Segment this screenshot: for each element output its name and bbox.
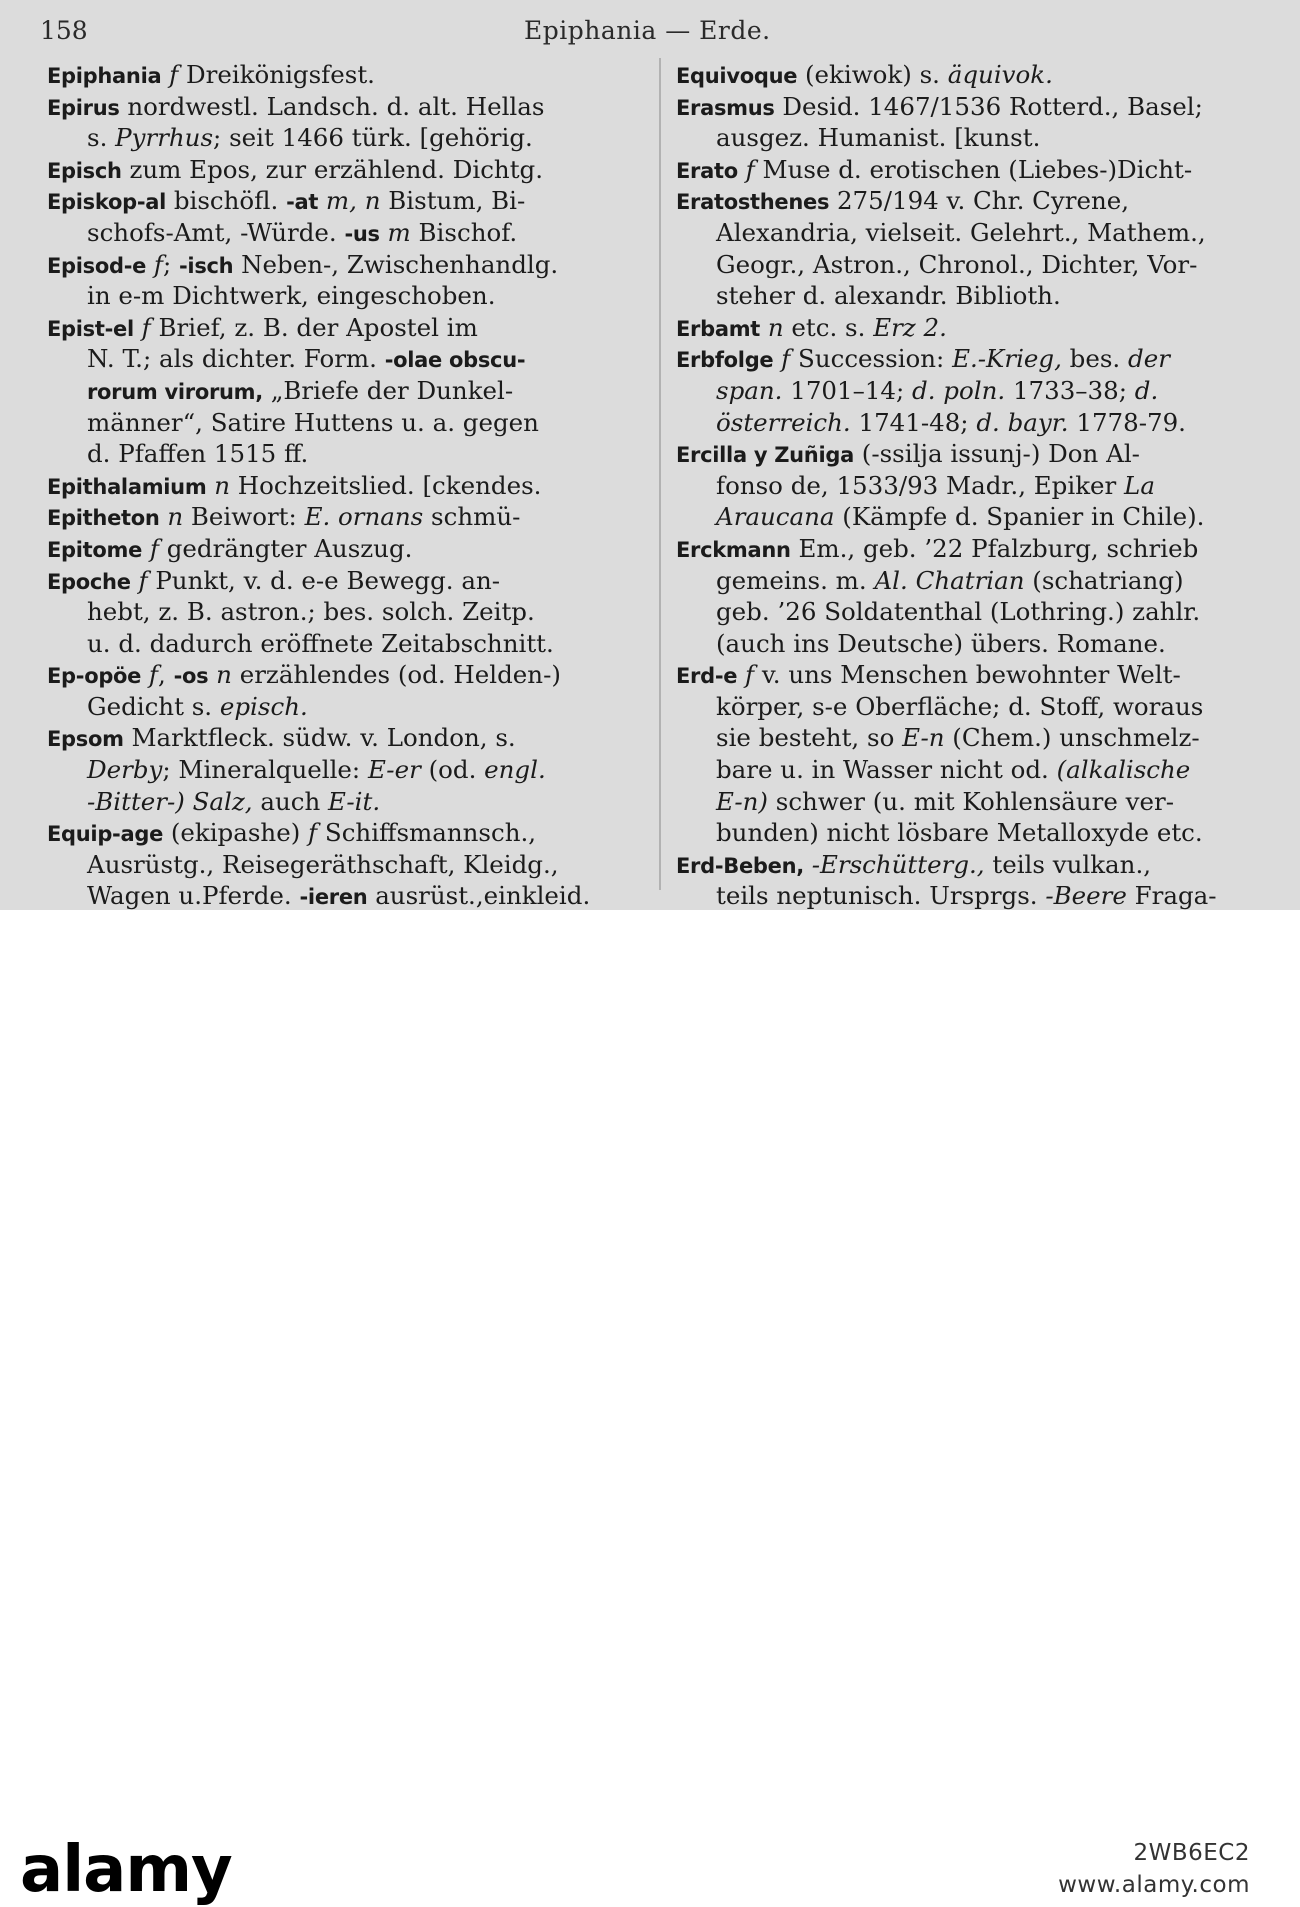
entry-continuation-line (676, 628, 1281, 660)
headword: rorum virorum, (87, 379, 263, 404)
entry-continuation-line (47, 880, 647, 910)
entry-text: Ausrüstg., Reisegeräthschaft, Kleidg., (87, 849, 559, 879)
entry-text: schwer (u. mit Kohlensäure ver- (767, 786, 1174, 816)
entry-text: teils neptunisch. Ursprgs. (716, 881, 1046, 910)
entry-text: schmü- (423, 502, 521, 532)
entry-first-line (676, 312, 1281, 344)
entry-text: ausrüst.,einkleid. (367, 881, 591, 910)
entry-text: auch (252, 786, 329, 816)
headword: Epoche (47, 569, 131, 594)
entry-text (738, 155, 746, 184)
headword: Erasmus (676, 95, 775, 120)
italic-text: österreich. (716, 407, 851, 437)
dictionary-entry (676, 659, 1281, 849)
italic-text: Araucana (716, 502, 835, 532)
entry-first-line (47, 659, 647, 691)
entry-text: gedrängter Auszug. (158, 533, 413, 563)
italic-text: E-it. (328, 786, 381, 816)
entry-text: v. uns Menschen bewohnter Welt- (754, 660, 1181, 690)
headword: Epist-el (47, 316, 134, 341)
entry-text: Wagen u.Pferde. (87, 881, 300, 910)
entry-first-line (676, 849, 1281, 881)
italic-text: n (767, 312, 784, 342)
entry-text: Marktfleck. südw. v. London, s. (123, 723, 516, 753)
entry-continuation-line (676, 596, 1281, 628)
entry-text: u. d. dadurch eröffnete Zeitabschnitt. (87, 628, 554, 658)
entry-text: nordwestl. Landsch. d. alt. Hellas (119, 91, 545, 121)
dictionary-entry (47, 154, 647, 186)
italic-text: f (138, 565, 148, 595)
entry-text: geb. ’26 Soldatenthal (Lothring.) zahlr. (716, 597, 1201, 627)
entry-continuation-line (47, 628, 647, 660)
entry-text: Schiffsmannsch., (317, 818, 537, 848)
entry-text: 1778-79. (1068, 407, 1186, 437)
entry-text: Alexandria, vielseit. Gelehrt., Mathem., (716, 217, 1206, 247)
italic-text: f (153, 249, 163, 279)
entry-first-line (47, 185, 647, 217)
entry-continuation-line (676, 501, 1281, 533)
column-divider (659, 58, 661, 890)
headword: Epitome (47, 537, 143, 562)
entry-text (146, 250, 154, 279)
headword: Erato (676, 158, 738, 183)
entry-text: Gedicht s. (87, 691, 220, 721)
italic-text: Erz 2. (873, 312, 947, 342)
left-column (47, 59, 647, 910)
headword: Episch (47, 158, 122, 183)
entry-text: Bistum, Bi- (380, 186, 526, 216)
entry-first-line (47, 312, 647, 344)
entry-text: ; Mineralquelle: (162, 755, 368, 785)
entry-text: ; (162, 249, 180, 279)
dictionary-entry (47, 185, 647, 248)
entry-continuation-line (676, 691, 1281, 723)
entry-text: Brief, z. B. der Apostel im (150, 312, 478, 342)
entry-first-line (676, 438, 1281, 470)
italic-text: f (781, 344, 791, 374)
entry-text (208, 660, 216, 689)
entry-first-line (47, 501, 647, 533)
entry-text (318, 186, 326, 215)
entry-text: (ekipashe) (163, 818, 309, 848)
entry-text (760, 313, 768, 342)
entry-text: teils vulkan., (984, 849, 1152, 879)
italic-text: E.-Krieg, (952, 344, 1062, 374)
entry-text (804, 850, 812, 879)
running-head: Epiphania — Erde. (524, 16, 771, 45)
entry-text: gemeins. m. (716, 565, 875, 595)
italic-text: span. (716, 375, 783, 405)
entry-text: Neben-, Zwischenhandlg. (233, 249, 559, 279)
italic-text: Pyrrhus (115, 123, 214, 153)
dictionary-entry (47, 659, 647, 722)
dictionary-entry (47, 565, 647, 660)
italic-text: f (745, 154, 755, 184)
headword: -ieren (299, 885, 368, 910)
entry-text: fonso de, 1533/93 Madr., Epiker (716, 470, 1125, 500)
italic-text: (alkalische (1056, 755, 1191, 785)
footer-bar (0, 910, 1300, 1907)
headword: Erbfolge (676, 348, 774, 373)
entry-text: körper, s-e Oberfläche; d. Stoff, woraus (716, 691, 1204, 721)
dictionary-page (0, 0, 1300, 910)
headword: -at (286, 190, 319, 215)
italic-text: E-er (367, 755, 421, 785)
entry-text: schofs-Amt, -Würde. (87, 217, 345, 247)
entry-continuation-line (676, 565, 1281, 597)
entry-first-line (47, 249, 647, 281)
italic-text: f (308, 818, 318, 848)
italic-text: f (169, 60, 179, 89)
entry-first-line (676, 533, 1281, 565)
entry-text: in e-m Dichtwerk, eingeschoben. (87, 281, 496, 311)
italic-text: f (745, 660, 755, 690)
entry-first-line (47, 722, 647, 754)
entry-text: Dreikönigsfest. (178, 60, 375, 89)
headword: Eratosthenes (676, 190, 830, 215)
entry-first-line (676, 185, 1281, 217)
dictionary-entry (47, 59, 647, 91)
headword: Epsom (47, 727, 124, 752)
entry-text: bes. (1061, 344, 1129, 374)
italic-text: d. (1134, 375, 1159, 405)
entry-continuation-line (676, 470, 1281, 502)
entry-text: erzählendes (od. Helden-) (231, 660, 561, 690)
entry-text: (schatriang) (1024, 565, 1184, 595)
entry-continuation-line (47, 343, 647, 375)
entry-continuation-line (47, 754, 647, 786)
entry-first-line (47, 91, 647, 123)
entry-continuation-line (47, 786, 647, 818)
entry-continuation-line (47, 691, 647, 723)
entry-text: Succession: (790, 344, 953, 374)
entry-text: ausgez. Humanist. [kunst. (716, 123, 1041, 153)
entry-continuation-line (47, 438, 647, 470)
italic-text: Al. Chatrian (874, 565, 1025, 595)
entry-continuation-line (47, 407, 647, 439)
entry-text: „Briefe der Dunkel- (262, 375, 514, 405)
entry-continuation-line (47, 375, 647, 407)
entry-text: bunden) nicht lösbare Metalloxyde etc. (716, 818, 1203, 848)
italic-text: m, n (325, 186, 381, 216)
entry-text (134, 313, 142, 342)
entry-text: sie besteht, so (716, 723, 903, 753)
entry-first-line (47, 533, 647, 565)
entry-continuation-line (676, 722, 1281, 754)
dictionary-entry (676, 91, 1281, 154)
entry-text: 1733–38; (1005, 375, 1135, 405)
italic-text: f (141, 312, 151, 342)
headword: Epiphania (47, 64, 162, 88)
entry-text: männer“, Satire Huttens u. a. gegen (87, 407, 539, 437)
italic-text: E. ornans (304, 502, 424, 532)
page-number: 158 (40, 16, 88, 45)
headword: Epithalamium (47, 474, 207, 499)
entry-continuation-line (47, 280, 647, 312)
entry-continuation-line (47, 596, 647, 628)
entry-text (141, 660, 149, 689)
italic-text: m (387, 217, 411, 247)
entry-text (161, 60, 169, 89)
headword: Erd-e (676, 664, 738, 689)
entry-first-line (47, 565, 647, 597)
entry-text: 1701–14; (782, 375, 913, 405)
headword: Episkop-al (47, 190, 167, 215)
entry-text: Geogr., Astron., Chronol., Dichter, Vor- (716, 249, 1198, 279)
headword: Ercilla y Zuñiga (676, 443, 854, 468)
entry-text (737, 660, 745, 689)
dictionary-entry (676, 312, 1281, 344)
dictionary-entry (47, 91, 647, 154)
entry-text: steher d. alexandr. Biblioth. (716, 281, 1061, 311)
entry-text: 1741-48; (850, 407, 977, 437)
entry-first-line (47, 59, 647, 91)
headword: Episod-e (47, 253, 147, 278)
italic-text: -Erschütterg., (811, 849, 985, 879)
headword: Epitheton (47, 506, 160, 531)
entry-text (773, 344, 781, 373)
entry-text: bischöfl. (166, 186, 287, 216)
entry-text: Punkt, v. d. e-e Bewegg. an- (147, 565, 501, 595)
entry-continuation-line (676, 249, 1281, 281)
italic-text: engl. (484, 755, 546, 785)
entry-first-line (47, 470, 647, 502)
entry-text: Beiwort: (183, 502, 305, 532)
entry-continuation-line (47, 217, 647, 249)
entry-first-line (676, 154, 1281, 186)
italic-text: d. bayr. (976, 407, 1069, 437)
entry-text: d. Pfaffen 1515 ff. (87, 439, 309, 469)
entry-text: zum Epos, zur erzählend. Dichtg. (121, 154, 544, 184)
italic-text: episch. (219, 691, 308, 721)
dictionary-entry (676, 185, 1281, 311)
entry-text: (Kämpfe d. Spanier in Chile). (834, 502, 1205, 532)
dictionary-entry (676, 59, 1281, 91)
headword: -olae obscu- (384, 348, 526, 373)
italic-text: f (149, 533, 159, 563)
dictionary-entry (47, 533, 647, 565)
entry-text: etc. s. (783, 312, 874, 342)
entry-text: bare u. in Wasser nicht od. (716, 755, 1057, 785)
headword: -os (173, 664, 209, 689)
entry-text: Bischof. (410, 217, 518, 247)
italic-text: -Bitter-) Salz, (87, 786, 253, 816)
entry-text: N. T.; als dichter. Form. (87, 344, 385, 374)
entry-continuation-line (676, 407, 1281, 439)
entry-text: hebt, z. B. astron.; bes. solch. Zeitp. (87, 597, 535, 627)
right-column (676, 59, 1281, 910)
italic-text: n (214, 470, 230, 500)
entry-continuation-line (47, 849, 647, 881)
italic-text: äquivok. (947, 60, 1053, 89)
italic-text: d. poln. (912, 375, 1006, 405)
entry-continuation-line (676, 786, 1281, 818)
entry-text: s. (87, 123, 116, 153)
dictionary-entry (47, 312, 647, 470)
headword: Epirus (47, 95, 120, 120)
dictionary-entry (47, 817, 647, 910)
entry-text: ; seit 1466 türk. [gehörig. (213, 123, 533, 153)
dictionary-entry (676, 343, 1281, 438)
entry-text (380, 218, 388, 247)
entry-first-line (676, 59, 1281, 91)
entry-first-line (47, 154, 647, 186)
dictionary-entry (676, 154, 1281, 186)
headword: -isch (179, 253, 234, 278)
entry-continuation-line (676, 280, 1281, 312)
entry-text: (ekiwok) s. (797, 60, 948, 89)
entry-continuation-line (676, 375, 1281, 407)
entry-text: (auch ins Deutsche) übers. Romane. (716, 628, 1166, 658)
entry-continuation-line (676, 217, 1281, 249)
entry-text: Desid. 1467/1536 Rotterd., Basel; (774, 91, 1203, 121)
entry-text: , (158, 660, 174, 690)
headword: -us (344, 221, 380, 246)
entry-text: Fraga- (1126, 881, 1217, 910)
entry-text: Muse d. erotischen (Liebes-)Dicht- (754, 154, 1193, 184)
italic-text: n (167, 502, 184, 532)
dictionary-entry (676, 533, 1281, 659)
italic-text: La (1124, 470, 1155, 500)
dictionary-entry (47, 501, 647, 533)
dictionary-entry (47, 470, 647, 502)
entry-continuation-line (676, 754, 1281, 786)
italic-text: der (1128, 344, 1170, 374)
entry-continuation-line (676, 122, 1281, 154)
entry-text: (od. (420, 755, 485, 785)
entry-text: 275/194 v. Chr. Cyrene, (829, 186, 1130, 216)
entry-continuation-line (676, 817, 1281, 849)
italic-text: E-n) (716, 786, 768, 816)
entry-continuation-line (47, 122, 647, 154)
entry-text (142, 534, 150, 563)
entry-text: Em., geb. ’22 Pfalzburg, schrieb (790, 533, 1199, 563)
headword: Ep-opöe (47, 664, 142, 689)
headword: Equip-age (47, 822, 164, 847)
entry-text: Hochzeitslied. [ckendes. (230, 470, 542, 500)
headword: Erbamt (676, 316, 761, 341)
headword: Equivoque (676, 64, 798, 88)
entry-first-line (47, 817, 647, 849)
italic-text: n (216, 660, 232, 690)
dictionary-entry (47, 249, 647, 312)
italic-text: -Beere (1045, 881, 1127, 910)
dictionary-entry (47, 722, 647, 817)
headword: Erckmann (676, 537, 791, 562)
website-url: www.alamy.com (1058, 1872, 1250, 1898)
entry-first-line (676, 659, 1281, 691)
image-id: 2WB6EC2 (1133, 1840, 1250, 1866)
entry-text: (Chem.) unschmelz- (944, 723, 1200, 753)
watermark-logo: alamy (20, 1833, 232, 1907)
headword: Erd-Beben, (676, 853, 804, 878)
italic-text: Derby (87, 755, 163, 785)
entry-first-line (676, 91, 1281, 123)
entry-first-line (676, 343, 1281, 375)
entry-continuation-line (676, 880, 1281, 910)
dictionary-entry (676, 438, 1281, 533)
italic-text: E-n (902, 723, 945, 753)
entry-text: (-ssilja issunj-) Don Al- (853, 439, 1140, 469)
dictionary-entry (676, 849, 1281, 910)
italic-text: f (148, 660, 158, 690)
